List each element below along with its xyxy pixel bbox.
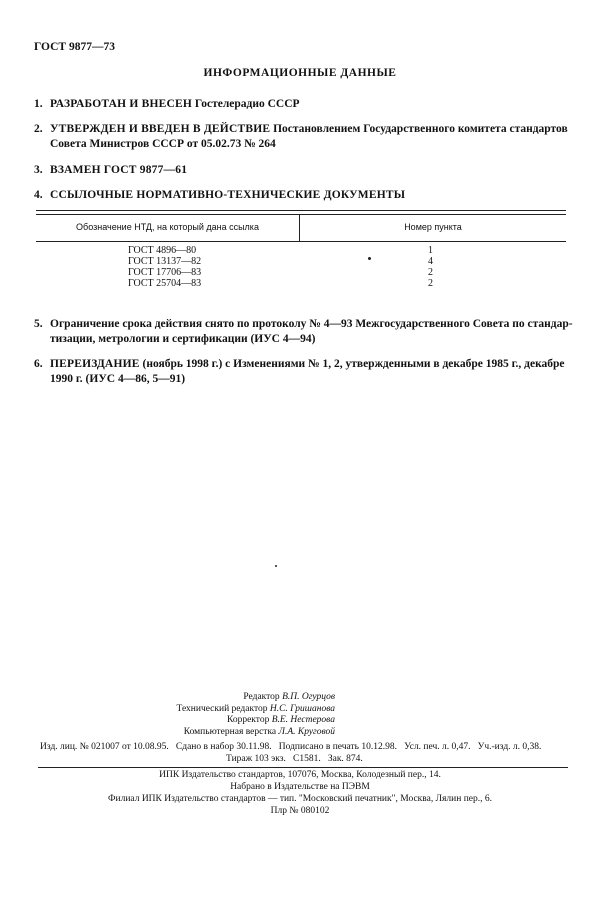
item-number: 2.	[34, 123, 43, 135]
item-text: Постановлением Государственного комитета стандартов	[270, 123, 568, 135]
item-caption: ССЫЛОЧНЫЕ НОРМАТИВНО-ТЕХНИЧЕСКИЕ ДОКУМЕНТЫ	[50, 189, 406, 201]
imprint-rule	[38, 767, 568, 768]
item-continuation: Совета Министров СССР от 05.02.73 № 264	[50, 138, 276, 150]
item-text: (ноябрь 1998 г.) с Изменениями № 1, 2, утвержденными в декабре 1985 г., декабре	[139, 358, 565, 370]
item-caption: РАЗРАБОТАН И ВНЕСЕН	[50, 98, 193, 110]
info-item-3	[34, 163, 574, 178]
item-number: 4.	[34, 189, 43, 201]
table-header-doc: Обозначение НТД, на который дана ссылка	[76, 222, 259, 232]
table-cell-point: 2	[428, 278, 433, 289]
table-header-rule	[36, 241, 566, 242]
imprint-line-3: ИПК Издательство стандартов, 107076, Москва, Колодезный пер., 14.	[159, 770, 441, 780]
imprint-corrector: Корректор В.Е. Нестерова	[226, 715, 335, 725]
table-top-rule-2	[36, 214, 566, 215]
info-item-4	[34, 188, 574, 203]
imprint-line-6: Плр № 080102	[270, 806, 330, 816]
table-cell-doc: ГОСТ 17706—83	[128, 267, 202, 278]
table-cell-doc: ГОСТ 13137—82	[128, 256, 202, 267]
item-caption: УТВЕРЖДЕН И ВВЕДЕН В ДЕЙСТВИЕ	[50, 123, 271, 135]
item-text: Гостелерадио СССР	[192, 98, 300, 110]
info-item-1	[34, 97, 574, 112]
table-cell-point: 2	[428, 267, 433, 278]
table-cell-point: 1	[428, 245, 433, 256]
item-number: 1.	[34, 98, 43, 110]
imprint-line-2: Тираж 103 экз. С1581. Зак. 874.	[226, 754, 363, 764]
imprint-layout: Компьютерная верстка Л.А. Круговой	[183, 726, 335, 737]
table-header-point: Номер пункта	[404, 222, 462, 232]
imprint-tech-editor: Технический редактор Н.С. Гришанова	[176, 703, 335, 714]
table-top-rule	[36, 210, 566, 211]
info-item-2	[34, 122, 574, 152]
table-cell-doc: ГОСТ 4896—80	[128, 245, 197, 256]
scan-dot	[368, 257, 371, 260]
item-continuation: тизации, метрологии и сертификации (ИУС 4—94)	[50, 333, 316, 345]
item-number: 6.	[34, 358, 43, 370]
document-code: ГОСТ 9877—73	[34, 41, 115, 53]
imprint-line-1: Изд. лиц. № 021007 от 10.08.95. Сдано в набор 30.11.98. Подписано в печать 10.12.98. Усл. печ. л. 0,47. Уч.-изд. л. 0,38.	[40, 742, 542, 752]
item-number: 3.	[34, 164, 43, 176]
info-item-6	[34, 357, 574, 387]
table-cell-doc: ГОСТ 25704—83	[128, 278, 202, 289]
table-cell-point: 4	[428, 256, 433, 267]
info-item-5	[34, 317, 574, 347]
item-text: Ограничение срока действия снято по протоколу № 4—93 Межгосударственного Совета по стандар-	[50, 318, 573, 330]
imprint-editor: Редактор В.П. Огурцов	[243, 692, 335, 702]
imprint-line-5: Филиал ИПК Издательство стандартов — тип. "Московский печатник", Москва, Лялин пер., 6.	[107, 794, 492, 804]
item-caption: ПЕРЕИЗДАНИЕ	[50, 358, 140, 370]
item-caption: ВЗАМЕН ГОСТ 9877—61	[50, 164, 188, 176]
item-number: 5.	[34, 318, 43, 330]
page-title: ИНФОРМАЦИОННЫЕ ДАННЫЕ	[203, 67, 397, 79]
imprint-line-4: Набрано в Издательстве на ПЭВМ	[230, 782, 370, 792]
scan-dot	[275, 565, 277, 567]
item-continuation: 1990 г. (ИУС 4—86, 5—91)	[50, 373, 186, 385]
